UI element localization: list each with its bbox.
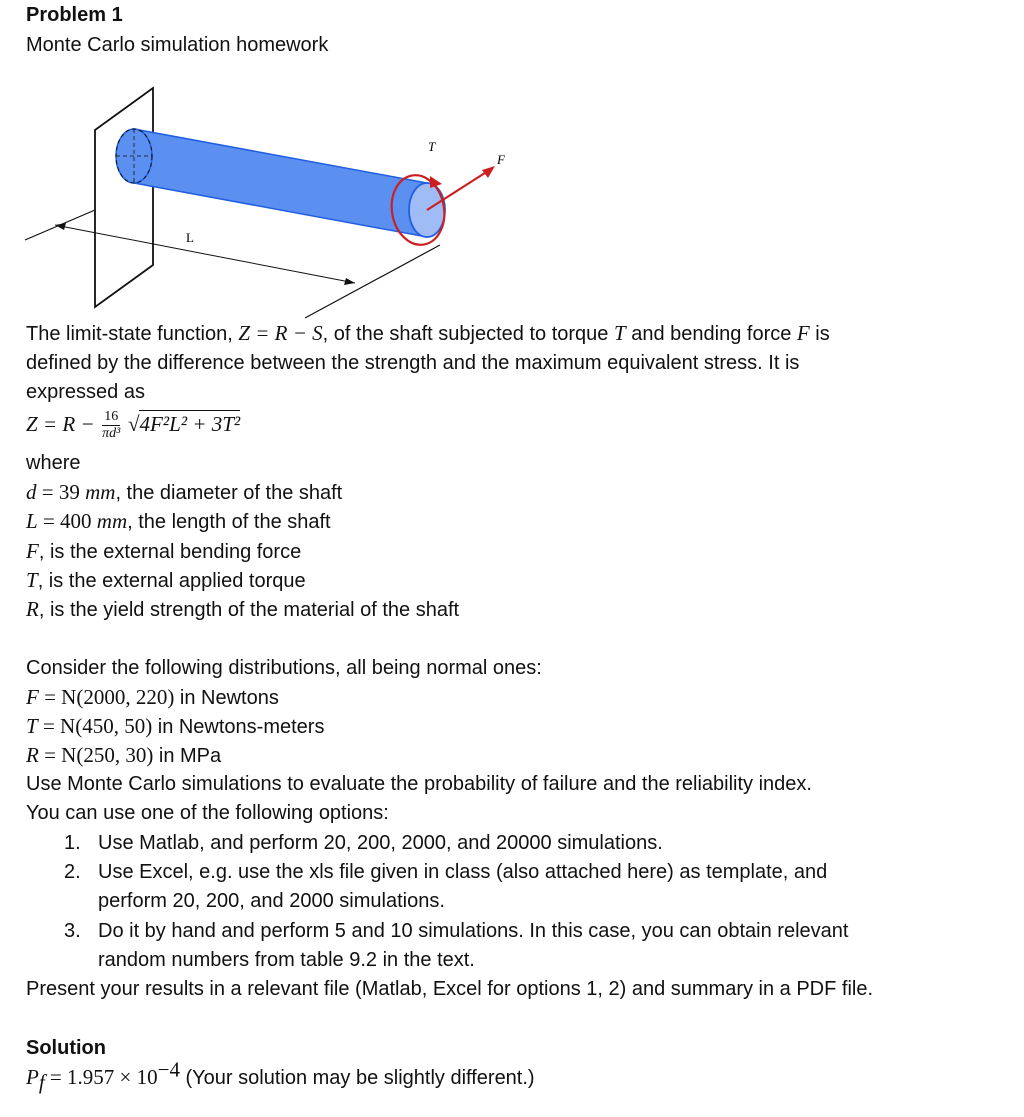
dimension-line-right xyxy=(305,245,440,318)
force-arrowhead xyxy=(482,166,495,178)
shaft-figure xyxy=(0,80,560,320)
label-L: L xyxy=(186,230,194,245)
present-results: Present your results in a relevant file (Matlab, Excel for options 1, 2) and summary in a PDF file. xyxy=(26,978,874,1000)
distribution-R: R = N(250, 30) in MPa xyxy=(26,743,222,767)
option-2-number: 2. xyxy=(64,861,81,883)
where-item-L: L = 400 mm, the length of the shaft xyxy=(26,509,331,533)
where-item-d: d = 39 mm, the diameter of the shaft xyxy=(26,480,343,504)
shaft-body xyxy=(134,129,427,237)
problem-title: Problem 1 xyxy=(26,4,123,26)
monte-carlo-instruction: Use Monte Carlo simulations to evaluate the probability of failure and the reliability index. xyxy=(26,773,812,795)
where-label: where xyxy=(26,452,81,474)
formula-sqrt: √4F²L² + 3T² xyxy=(127,412,241,436)
limit-state-formula: Z = R − $\frac{16}{\text{πd³}}$ √4F²L² + 3T² xyxy=(26,409,241,442)
option-2-text-line-2: perform 20, 200, and 2000 simulations. xyxy=(98,890,445,912)
options-intro: You can use one of the following options: xyxy=(26,802,389,824)
solution-label: Solution xyxy=(26,1037,106,1059)
label-F: F xyxy=(497,152,505,167)
option-1-number: 1. xyxy=(64,832,81,854)
label-T: T xyxy=(428,139,436,154)
dimension-arrowhead-right xyxy=(344,278,355,285)
formula-fraction: $\frac{16}{\text{πd³}}$ xyxy=(102,409,121,442)
intro-line-2: defined by the difference between the strength and the maximum equivalent stress. It is xyxy=(26,352,800,374)
distribution-F: F = N(2000, 220) in Newtons xyxy=(26,685,279,709)
distributions-intro: Consider the following distributions, all being normal ones: xyxy=(26,657,542,679)
problem-subtitle: Monte Carlo simulation homework xyxy=(26,34,329,56)
solution-result: $P_f = 1.957 \times 10^{-4}$ (Your solution may be slightly different.) xyxy=(26,1057,535,1094)
option-3-text-line-1: Do it by hand and perform 5 and 10 simulations. In this case, you can obtain relevant xyxy=(98,920,849,942)
where-item-T: T, is the external applied torque xyxy=(26,568,306,592)
wall-plate xyxy=(95,88,153,307)
where-item-F: F, is the external bending force xyxy=(26,539,302,563)
where-item-R: R, is the yield strength of the material of the shaft xyxy=(26,597,460,621)
intro-line-3: expressed as xyxy=(26,381,145,403)
intro-line-1: The limit-state function, Z = R − S, of the shaft subjected to torque T and bending force F is xyxy=(26,321,830,345)
option-3-number: 3. xyxy=(64,920,81,942)
option-1-text: Use Matlab, and perform 20, 200, 2000, and 20000 simulations. xyxy=(98,832,663,854)
distribution-T: T = N(450, 50) in Newtons-meters xyxy=(26,714,325,738)
option-2-text-line-1: Use Excel, e.g. use the xls file given in class (also attached here) as template, and xyxy=(98,861,828,883)
option-3-text-line-2: random numbers from table 9.2 in the text. xyxy=(98,949,475,971)
